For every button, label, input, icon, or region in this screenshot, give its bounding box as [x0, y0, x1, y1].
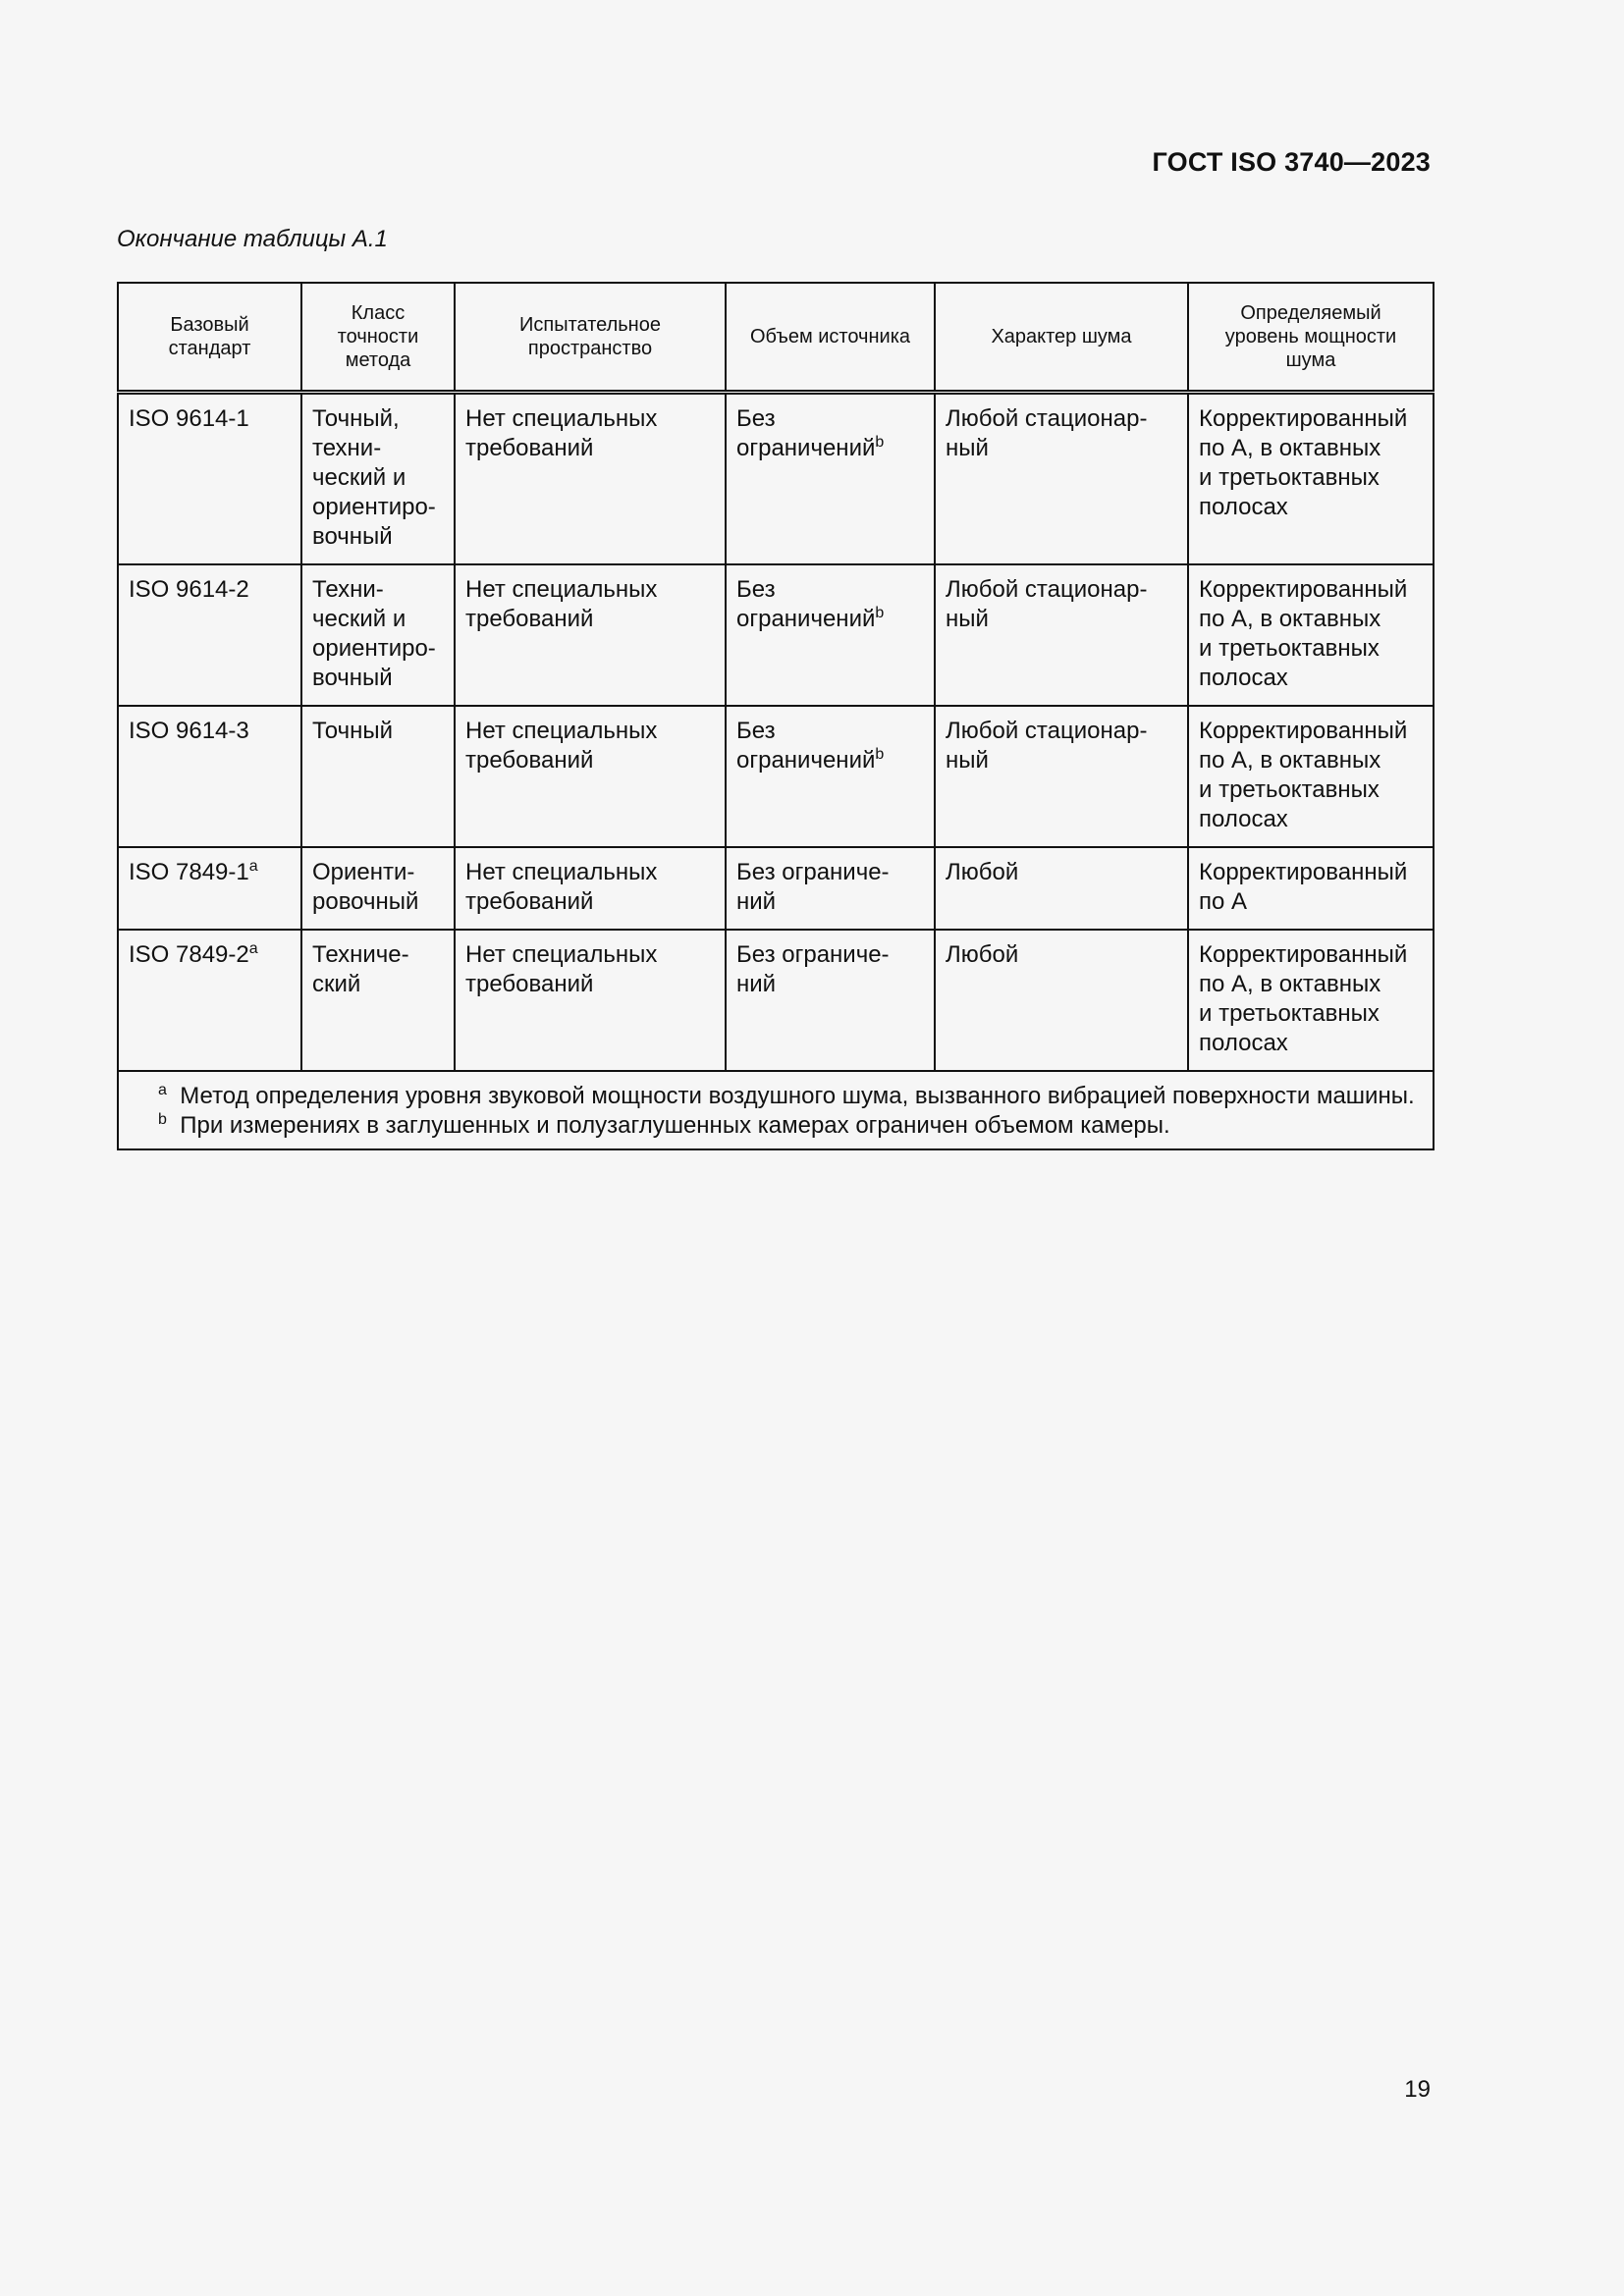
footnote-a: $^a$ Метод определения уровня звуковой мощности воздушного шума, вызванного вибрацией поверхности машины.	[158, 1082, 1415, 1109]
noise-cell: Любой	[935, 930, 1188, 1071]
noise-cell: Любой стационар- ный	[935, 564, 1188, 706]
table-row	[118, 393, 1434, 565]
table-row	[118, 847, 1434, 930]
footnote-b: $^b$ При измерениях в заглушенных и полузаглушенных камерах ограничен объемом камеры.	[158, 1111, 1170, 1139]
accuracy-cell: Точный	[301, 706, 455, 847]
standard-cell: ISO 7849-2$^a$	[118, 930, 301, 1071]
column-header: Объем источника	[726, 283, 935, 393]
accuracy-cell: Техни- ческий и ориентиро- вочный	[301, 564, 455, 706]
noise-cell: Любой стационар- ный	[935, 706, 1188, 847]
level-cell: Корректированный по А, в октавных и третьоктавных полосах	[1188, 930, 1434, 1071]
table-caption: Окончание таблицы А.1	[117, 226, 388, 252]
table-footnotes-row	[118, 1071, 1434, 1149]
accuracy-cell: Техниче- ский	[301, 930, 455, 1071]
volume-cell: Без ограничений$^b$	[726, 393, 935, 565]
accuracy-cell: Точный, техни- ческий и ориентиро- вочный	[301, 393, 455, 565]
space-cell: Нет специальных требований	[455, 706, 726, 847]
column-header: Испытательное пространство	[455, 283, 726, 393]
volume-cell: Без ограниче- ний	[726, 847, 935, 930]
accuracy-cell: Ориенти- ровочный	[301, 847, 455, 930]
level-cell: Корректированный по А	[1188, 847, 1434, 930]
column-header: Класс точности метода	[301, 283, 455, 393]
space-cell: Нет специальных требований	[455, 930, 726, 1071]
column-header: Характер шума	[935, 283, 1188, 393]
table-row	[118, 564, 1434, 706]
volume-cell: Без ограничений$^b$	[726, 706, 935, 847]
standard-cell: ISO 9614-3	[118, 706, 301, 847]
space-cell: Нет специальных требований	[455, 393, 726, 565]
standards-table	[117, 282, 1435, 1150]
standard-cell: ISO 9614-2	[118, 564, 301, 706]
standard-cell: ISO 7849-1$^a$	[118, 847, 301, 930]
table-row	[118, 930, 1434, 1071]
volume-cell: Без ограниче- ний	[726, 930, 935, 1071]
column-header: Определяемый уровень мощности шума	[1188, 283, 1434, 393]
noise-cell: Любой	[935, 847, 1188, 930]
page-number: 19	[1404, 2076, 1431, 2103]
table-row	[118, 706, 1434, 847]
noise-cell: Любой стационар- ный	[935, 393, 1188, 565]
space-cell: Нет специальных требований	[455, 847, 726, 930]
volume-cell: Без ограничений$^b$	[726, 564, 935, 706]
table-footnotes	[118, 1071, 1434, 1149]
level-cell: Корректированный по А, в октавных и третьоктавных полосах	[1188, 706, 1434, 847]
table-header-row	[118, 283, 1434, 393]
column-header: Базовый стандарт	[118, 283, 301, 393]
standard-cell: ISO 9614-1	[118, 393, 301, 565]
space-cell: Нет специальных требований	[455, 564, 726, 706]
level-cell: Корректированный по А, в октавных и третьоктавных полосах	[1188, 564, 1434, 706]
document-code: ГОСТ ISO 3740—2023	[1152, 147, 1431, 177]
level-cell: Корректированный по А, в октавных и третьоктавных полосах	[1188, 393, 1434, 565]
